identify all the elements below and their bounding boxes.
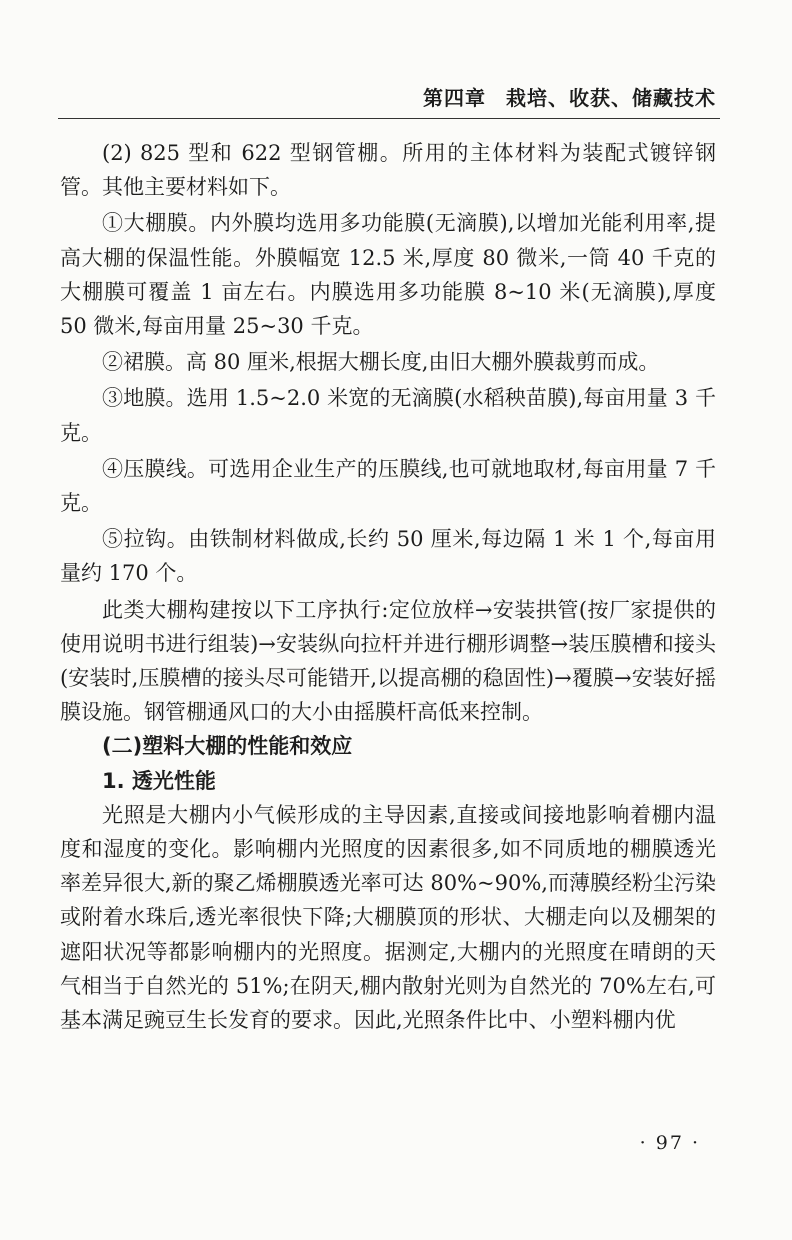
- section-heading: (二)塑料大棚的性能和效应: [102, 734, 353, 759]
- paragraph-mulch-film: ③地膜。选用 1.5~2.0 米宽的无滴膜(水稻秧苗膜),每亩用量 3 千克。: [60, 386, 716, 445]
- paragraph-greenhouse-film: ①大棚膜。内外膜均选用多功能膜(无滴膜),以增加光能利用率,提高大棚的保温性能。外膜幅宽 12.5 米,厚度 80 微米,一筒 40 千克的大棚膜可覆盖 1 亩左右。内膜选用多功能膜 8~10 米(无滴膜),厚度 50 微米,每亩用量 25~30 千克。: [60, 211, 716, 339]
- paragraph-construction-steps: 此类大棚构建按以下工序执行:定位放样→安装拱管(按厂家提供的使用说明书进行组装)→安装纵向拉杆并进行棚形调整→装压膜槽和接头(安装时,压膜槽的接头尽可能错开,以提高棚的稳固性)→覆膜→安装好摇膜设施。钢管棚通风口的大小由摇膜杆高低来控制。: [60, 597, 716, 725]
- paragraph-film-pressing-line: ④压膜线。可选用企业生产的压膜线,也可就地取材,每亩用量 7 千克。: [60, 456, 716, 516]
- header-rule: [58, 118, 720, 119]
- page-number: · 97 ·: [639, 1132, 700, 1154]
- paragraph-hooks: ⑤拉钩。由铁制材料做成,长约 50 厘米,每边隔 1 米 1 个,每亩用量约 170 个。: [60, 527, 716, 586]
- page-body: [60, 136, 716, 1037]
- subsection-heading: 1. 透光性能: [102, 768, 216, 793]
- header-title: 栽培、收获、储藏技术: [506, 86, 716, 110]
- paragraph-skirt-film: ②裙膜。高 80 厘米,根据大棚长度,由旧大棚外膜裁剪而成。: [102, 350, 660, 375]
- paragraph-steel-greenhouse: (2) 825 型和 622 型钢管棚。所用的主体材料为装配式镀锌钢管。其他主要材料如下。: [60, 141, 716, 200]
- header-chapter: 第四章: [423, 86, 486, 110]
- paragraph-light-transmission: 光照是大棚内小气候形成的主导因素,直接或间接地影响着棚内温度和湿度的变化。影响棚内光照度的因素很多,如不同质地的棚膜透光率差异很大,新的聚乙烯棚膜透光率可达 80%~90%,而薄膜经粉尘污染或附着水珠后,透光率很快下降;大棚膜顶的形状、大棚走向以及棚架的遮阳状况等都影响棚内的光照度。据测定,大棚内的光照度在晴朗的天气相当于自然光的 51%;在阴天,棚内散射光则为自然光的 70%左右,可基本满足豌豆生长发育的要求。因此,光照条件比中、小塑料棚内优: [60, 802, 716, 1033]
- running-header: [60, 82, 716, 111]
